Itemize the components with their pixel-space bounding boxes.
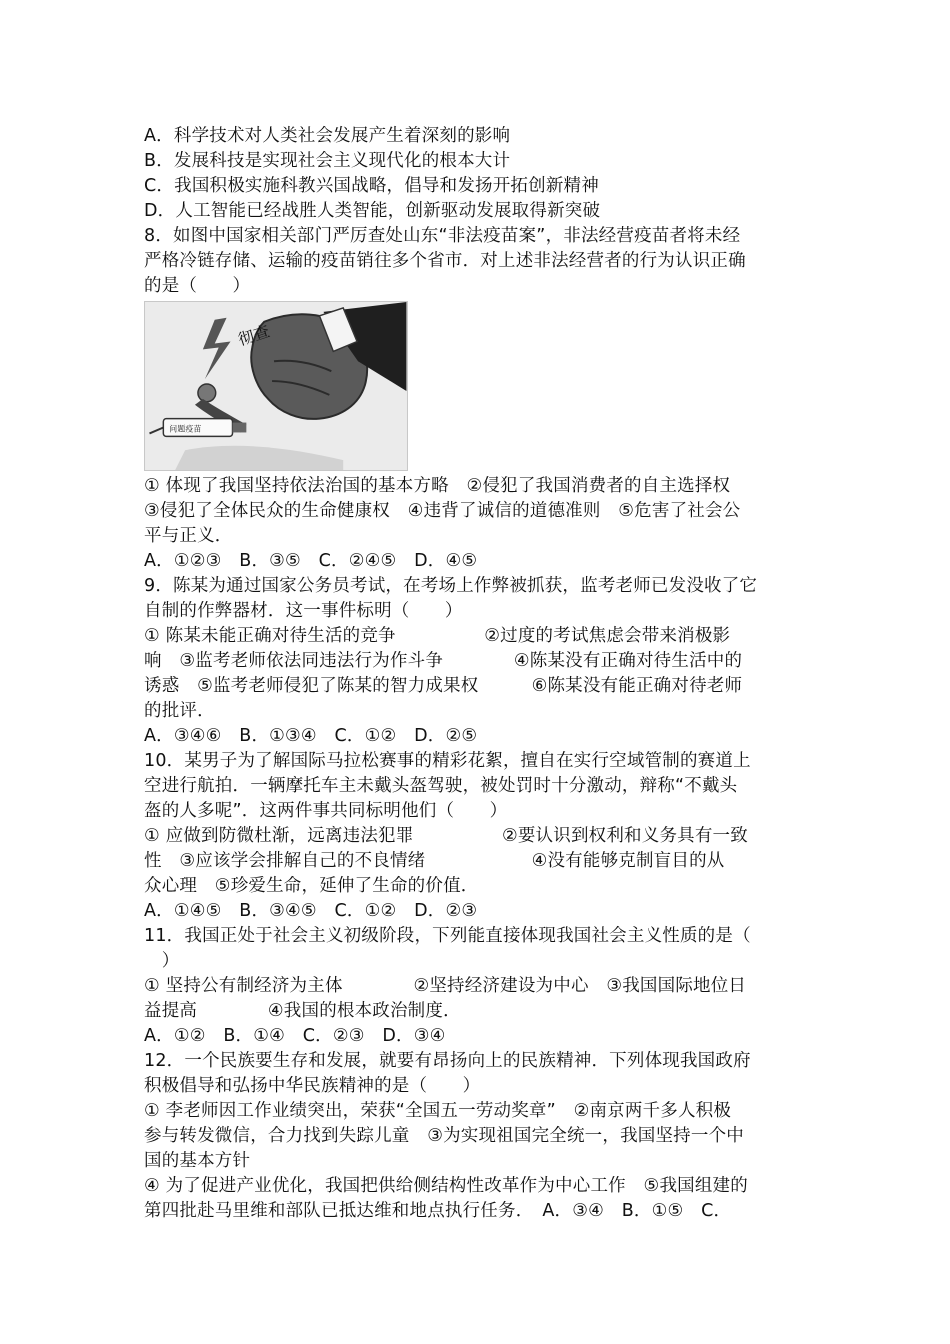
q10-line-6: 众心理 ⑤珍爱生命，延伸了生命的价值． xyxy=(144,876,479,896)
q9-line-5: 诱惑 ⑤监考老师侵犯了陈某的智力成果权 ⑥陈某没有能正确对待老师 xyxy=(144,676,743,696)
q12-line-3: ① 李老师因工作业绩突出，荣获“全国五一劳动奖章” ②南京两千多人积极 xyxy=(144,1101,732,1121)
q8-stem-line-1: 8．如图中国家相关部门严厉查处山东“非法疫苗案”，非法经营疫苗者将未经 xyxy=(144,226,741,246)
q10-line-1: 10．某男子为了解国际马拉松赛事的精彩花絮，擅自在实行空域管制的赛道上 xyxy=(144,751,751,771)
q7-option-d: D．人工智能已经战胜人类智能，创新驱动发展取得新突破 xyxy=(144,201,601,221)
q10-line-2: 空进行航拍．一辆摩托车主未戴头盔驾驶，被处罚时十分激动，辩称“不戴头 xyxy=(144,776,738,796)
q12-line-1: 12．一个民族要生存和发展，就要有昂扬向上的民族精神．下列体现我国政府 xyxy=(144,1051,751,1071)
q10-line-5: 性 ③应该学会排解自己的不良情绪 ④没有能够克制盲目的从 xyxy=(144,851,725,871)
q12-line-2: 积极倡导和弘扬中华民族精神的是（ ） xyxy=(144,1076,481,1096)
q8-statements-line-1: ① 体现了我国坚持依法治国的基本方略 ②侵犯了我国消费者的自主选择权 xyxy=(144,476,731,496)
q11-line-4: 益提高 ④我国的根本政治制度． xyxy=(144,1001,461,1021)
q10-line-4: ① 应做到防微杜渐，远离违法犯罪 ②要认识到权利和义务具有一致 xyxy=(144,826,748,846)
q8-options: A．①②③ B．③⑤ C．②④⑤ D．④⑤ xyxy=(144,551,478,571)
q12-line-4: 参与转发微信，合力找到失踪儿童 ③为实现祖国完全统一，我国坚持一个中 xyxy=(144,1126,744,1146)
q10-options: A．①④⑤ B．③④⑤ C．①② D．②③ xyxy=(144,901,478,921)
q10-line-3: 盔的人多呢”．这两件事共同标明他们（ ） xyxy=(144,801,508,821)
q11-line-1: 11．我国正处于社会主义初级阶段，下列能直接体现我国社会主义性质的是（ xyxy=(144,926,751,946)
q11-options: A．①② B．①④ C．②③ D．③④ xyxy=(144,1026,446,1046)
q9-line-2: 自制的作弊器材．这一事件标明（ ） xyxy=(144,601,463,621)
q11-line-3: ① 坚持公有制经济为主体 ②坚持经济建设为中心 ③我国国际地位日 xyxy=(144,976,747,996)
q11-line-2: ） xyxy=(144,951,180,971)
q8-stem-line-2: 严格冷链存储、运输的疫苗销往多个省市．对上述非法经营者的行为认识正确 xyxy=(144,251,746,271)
q9-line-3: ① 陈某未能正确对待生活的竞争 ②过度的考试焦虑会带来消极影 xyxy=(144,626,731,646)
q7-option-c: C．我国积极实施科教兴国战略，倡导和发扬开拓创新精神 xyxy=(144,176,599,196)
q12-line-5: 国的基本方针 xyxy=(144,1151,251,1171)
vial-caption: 问题疫苗 xyxy=(169,424,202,434)
falling-person-head-icon xyxy=(198,384,216,402)
q9-options: A．③④⑥ B．①③④ C．①② D．②⑤ xyxy=(144,726,478,746)
q9-line-1: 9．陈某为通过国家公务员考试，在考场上作弊被抓获，监考老师已发没收了它 xyxy=(144,576,758,596)
q8-statements-line-3: 平与正义． xyxy=(144,526,233,546)
exam-content xyxy=(144,124,812,1224)
q8-stem-line-3: 的是（ ） xyxy=(144,276,251,296)
q8-statements-line-2: ③侵犯了全体民众的生命健康权 ④违背了诚信的道德准则 ⑤危害了社会公 xyxy=(144,501,741,521)
q12-line-7: 第四批赴马里维和部队已抵达维和地点执行任务． A．③④ B．①⑤ C． xyxy=(144,1201,732,1221)
q8-cartoon-figure xyxy=(144,301,408,471)
q7-option-a: A．科学技术对人类社会发展产生着深刻的影响 xyxy=(144,126,511,146)
q9-line-4: 响 ③监考老师依法同违法行为作斗争 ④陈某没有正确对待生活中的 xyxy=(144,651,743,671)
q9-line-6: 的批评． xyxy=(144,701,215,721)
fist-caption: 彻查 xyxy=(235,321,273,350)
q7-option-b: B．发展科技是实现社会主义现代化的根本大计 xyxy=(144,151,511,171)
q12-line-6: ④ 为了促进产业优化，我国把供给侧结构性改革作为中心工作 ⑤我国组建的 xyxy=(144,1176,748,1196)
